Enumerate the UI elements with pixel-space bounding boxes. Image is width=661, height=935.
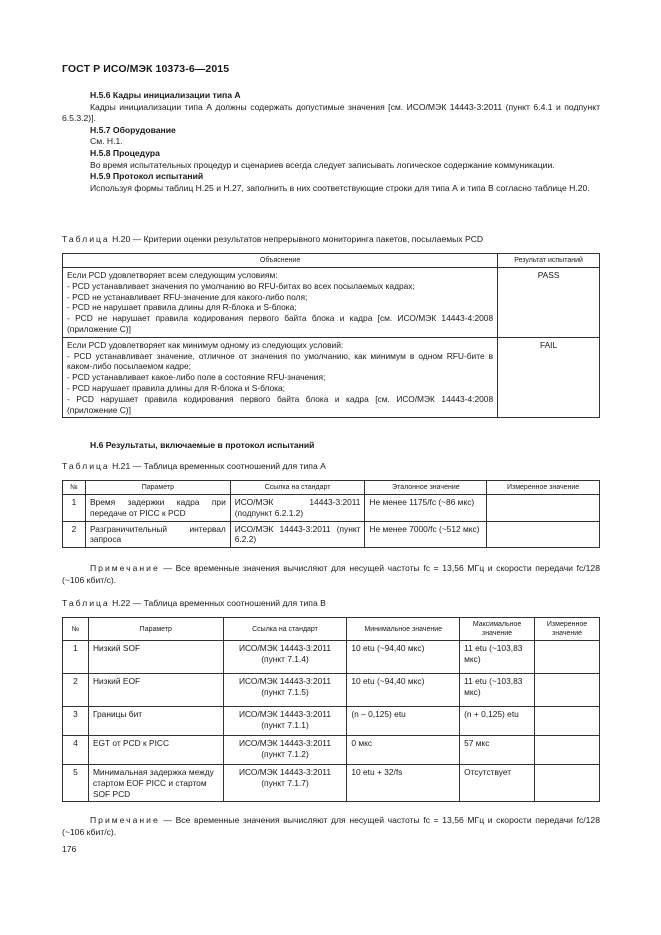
table-cell: ИСО/МЭК 14443-3:2011 (пункт 7.1.4) bbox=[223, 641, 347, 674]
table-cell bbox=[535, 641, 600, 674]
table-cell: EGT от PCD к PICC bbox=[88, 736, 223, 765]
table-cell: 11 etu (~103,83 мкс) bbox=[460, 641, 535, 674]
table-cell: 11 etu (~103,83 мкс) bbox=[460, 674, 535, 707]
table-cell: 10 etu (~94,40 мкс) bbox=[347, 641, 460, 674]
condition-line: - PCD устанавливает какое-либо поле в состояние RFU-значения; bbox=[67, 372, 326, 383]
table-header-row bbox=[63, 618, 600, 641]
table-cell: ИСО/МЭК 14443-3:2011 (подпункт 6.2.1.2) bbox=[230, 495, 365, 522]
result-cell: PASS bbox=[498, 268, 600, 338]
text-h557: См. Н.1. bbox=[90, 136, 123, 147]
table22-caption bbox=[62, 598, 600, 610]
heading-h558: Н.5.8 Процедура bbox=[90, 147, 160, 158]
heading-h557: Н.5.7 Оборудование bbox=[90, 124, 176, 135]
table-cell bbox=[535, 707, 600, 736]
table-cell: Низкий SOF bbox=[88, 641, 223, 674]
table-h22 bbox=[62, 617, 600, 802]
note-text: — Все временные значения вычисляют для несущей частоты fc = 13,56 МГц и скорости передачи fc/128 (~106 кбит/с). bbox=[62, 563, 600, 585]
table-row bbox=[63, 268, 600, 338]
condition-line: Если PCD удовлетворяет как минимум одному из следующих условий: bbox=[67, 339, 344, 350]
table-cell: 5 bbox=[63, 765, 89, 802]
table-row bbox=[63, 736, 600, 765]
table-cell: Время задержки кадра при передаче от PICC к PCD bbox=[85, 495, 230, 522]
column-header: Параметр bbox=[85, 481, 230, 495]
table-cell: ИСО/МЭК 14443-3:2011 (пункт 6.2.2) bbox=[230, 521, 365, 548]
table21-caption-prefix: Таблица bbox=[62, 461, 110, 471]
table-cell bbox=[535, 674, 600, 707]
table-cell: ИСО/МЭК 14443-3:2011 (пункт 7.1.1) bbox=[223, 707, 347, 736]
table-cell: Отсутствует bbox=[460, 765, 535, 802]
table-row bbox=[63, 521, 600, 548]
text-h556: Кадры инициализации типа А должны содержать допустимые значения [см. ИСО/МЭК 14443-3:2011 (пункт 6.4.1 и подпункт 6.5.3.2)]. bbox=[62, 101, 600, 124]
table-row bbox=[63, 641, 600, 674]
table22-caption-prefix: Таблица bbox=[62, 598, 110, 608]
section-h6 bbox=[62, 440, 600, 452]
column-header: № bbox=[63, 481, 86, 495]
document-header: ГОСТ Р ИСО/МЭК 10373-6—2015 bbox=[62, 63, 230, 75]
table-cell bbox=[63, 337, 498, 418]
condition-line: Если PCD удовлетворяет всем следующим условиям: bbox=[67, 270, 278, 280]
text-h559: Используя формы таблиц Н.25 и Н.27, заполнить в них соответствующие строки для типа А и типа В согласно таблице Н.20. bbox=[90, 182, 590, 193]
column-header: Максимальное значение bbox=[460, 618, 535, 641]
table21-caption-text: Н.21 — Таблица временных соотношений для типа А bbox=[109, 461, 326, 471]
table-row bbox=[63, 337, 600, 418]
column-header: Параметр bbox=[88, 618, 223, 641]
heading-h559: Н.5.9 Протокол испытаний bbox=[90, 171, 204, 182]
table-cell: Разграничительный интервал запроса bbox=[85, 521, 230, 548]
table-cell bbox=[487, 521, 600, 548]
page-number: 176 bbox=[62, 844, 77, 854]
table-cell: 3 bbox=[63, 707, 89, 736]
table-h20 bbox=[62, 253, 600, 418]
table-cell: Не менее 1175/fc (~86 мкс) bbox=[365, 495, 487, 522]
table21-caption bbox=[62, 461, 600, 473]
table-cell: (n + 0,125) etu bbox=[460, 707, 535, 736]
condition-line: - PCD устанавливает значение, отличное от значения по умолчанию, как минимум в одном RFU-бите в каком-либо посылаемом кадре; bbox=[67, 350, 494, 372]
heading-h6: Н.6 Результаты, включаемые в протокол испытаний bbox=[90, 440, 315, 450]
condition-line: - PCD не нарушает правила длины для R-блока и S-блока; bbox=[67, 302, 297, 313]
table-cell bbox=[535, 736, 600, 765]
table-cell bbox=[63, 268, 498, 338]
result-cell: FAIL bbox=[498, 337, 600, 418]
table-cell: 10 etu (~94,40 мкс) bbox=[347, 674, 460, 707]
heading-h556: Н.5.6 Кадры инициализации типа А bbox=[90, 90, 241, 100]
column-header: Минимальное значение bbox=[347, 618, 460, 641]
column-header: Результат испытаний bbox=[498, 254, 600, 268]
column-header: Ссылка на стандарт bbox=[230, 481, 365, 495]
text-h558: Во время испытательных процедур и сценариев всегда следует записывать логическое содержание коммуникации. bbox=[90, 159, 555, 170]
table21-note bbox=[62, 563, 600, 586]
table-cell: (n – 0,125) etu bbox=[347, 707, 460, 736]
table-cell: Не менее 7000/fc (~512 мкс) bbox=[365, 521, 487, 548]
note-text: — Все временные значения вычисляют для несущей частоты fc = 13,56 МГц и скорости передачи fc/128 (~106 кбит/с). bbox=[62, 815, 600, 837]
table-cell bbox=[487, 495, 600, 522]
table-cell: Низкий EOF bbox=[88, 674, 223, 707]
table-cell: 10 etu + 32/fs bbox=[347, 765, 460, 802]
table-cell: 1 bbox=[63, 495, 86, 522]
column-header: Ссылка на стандарт bbox=[223, 618, 347, 641]
column-header: Эталонное значение bbox=[365, 481, 487, 495]
table-h21 bbox=[62, 480, 600, 548]
table-cell: 2 bbox=[63, 521, 86, 548]
table-header-row bbox=[63, 481, 600, 495]
table-cell: ИСО/МЭК 14443-3:2011 (пункт 7.1.7) bbox=[223, 765, 347, 802]
table-cell: ИСО/МЭК 14443-3:2011 (пункт 7.1.2) bbox=[223, 736, 347, 765]
table-cell: 1 bbox=[63, 641, 89, 674]
condition-line: - PCD не нарушает правила кодирования первого байта блока и кадра [см. ИСО/МЭК 14443-4:2008 (приложение С)] bbox=[67, 313, 494, 334]
table-row bbox=[63, 674, 600, 707]
note-prefix: Примечание bbox=[90, 563, 160, 573]
table-header-row bbox=[63, 254, 600, 268]
table-row bbox=[63, 495, 600, 522]
table22-caption-text: Н.22 — Таблица временных соотношений для типа В bbox=[109, 598, 326, 608]
table-row bbox=[63, 707, 600, 736]
note-prefix: Примечание bbox=[90, 815, 160, 825]
table20-caption-text: Н.20 — Критерии оценки результатов непрерывного мониторинга пакетов, посылаемых PCD bbox=[109, 234, 484, 244]
table-cell: ИСО/МЭК 14443-3:2011 (пункт 7.1.5) bbox=[223, 674, 347, 707]
condition-line: - PCD нарушает правила кодирования первого байта блока и кадра [см. ИСО/МЭК 14443-4:2008 (приложение С)] bbox=[67, 393, 494, 415]
table20-caption-prefix: Таблица bbox=[62, 234, 110, 244]
table22-note bbox=[62, 815, 600, 838]
condition-line: - PCD не устанавливает RFU-значение для какого-либо поля; bbox=[67, 291, 308, 302]
table-cell: 57 мкс bbox=[460, 736, 535, 765]
table-cell: 2 bbox=[63, 674, 89, 707]
table-cell: Границы бит bbox=[88, 707, 223, 736]
table-cell: Минимальная задержка между стартом EOF PICC и стартом SOF PCD bbox=[88, 765, 223, 802]
table-row bbox=[63, 765, 600, 802]
column-header: Измеренное значение bbox=[487, 481, 600, 495]
condition-line: - PCD нарушает правила длины для R-блока и S-блока; bbox=[67, 382, 285, 393]
table-cell: 4 bbox=[63, 736, 89, 765]
column-header: Измеренное значение bbox=[535, 618, 600, 641]
column-header: № bbox=[63, 618, 89, 641]
table-cell bbox=[535, 765, 600, 802]
table-cell: 0 мкс bbox=[347, 736, 460, 765]
table20-caption bbox=[62, 234, 600, 246]
section-h5-block bbox=[62, 90, 600, 194]
condition-line: - PCD устанавливает значения по умолчанию во RFU-битах во всех посылаемых кадрах; bbox=[67, 280, 415, 291]
column-header: Объяснение bbox=[63, 254, 498, 268]
